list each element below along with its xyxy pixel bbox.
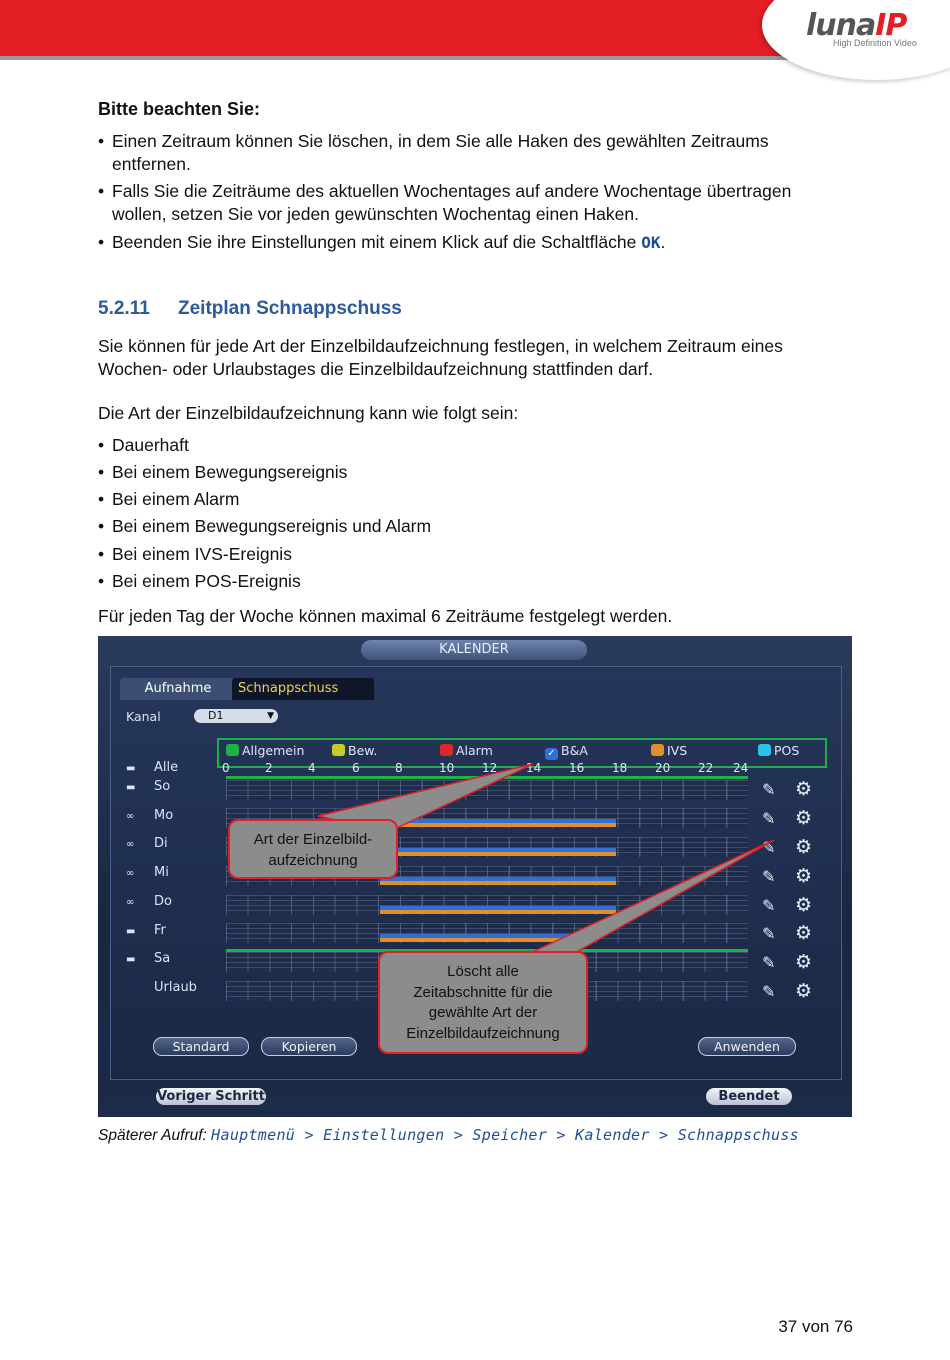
legend-label: POS [774,743,800,758]
day-label: Di [154,836,168,851]
day-label: Mi [154,865,169,880]
pointer-2 [528,840,774,954]
bullet-text-part: Beenden Sie ihre Einstellungen mit einem Klick auf die Schaltfläche [112,232,637,252]
max-note: Für jeden Tag der Woche können maximal 6 Zeiträume festgelegt werden. [98,606,673,626]
day-label: Fr [154,923,166,938]
previous-step-button[interactable]: Voriger Schritt [157,1089,265,1104]
gear-icon[interactable]: ⚙ [795,922,813,944]
gear-icon[interactable]: ⚙ [795,980,813,1002]
legend-label: Allgemein [242,743,305,758]
type-text: Bei einem POS-Ereignis [112,571,301,591]
section-title: Zeitplan Schnappschuss [178,298,402,319]
gear-icon[interactable]: ⚙ [795,807,813,829]
finish-button[interactable]: Beendet [706,1088,792,1105]
hour-label: 2 [265,761,273,775]
eraser-icon[interactable]: ✎ [762,867,776,886]
type-text: Bei einem Bewegungsereignis [112,462,348,482]
eraser-icon[interactable]: ✎ [762,924,776,943]
menu-path-value: Hauptmenü > Einstellungen > Speicher > Kalender > Schnappschuss [211,1126,799,1144]
bullet-dot: • [98,544,105,564]
gear-icon[interactable]: ⚙ [795,836,813,858]
callout-delete [378,951,588,1054]
bullet-end: . [660,232,666,252]
type-text: Bei einem Bewegungsereignis und Alarm [112,516,432,536]
callout-line: Zeitabschnitte für die [413,983,553,1001]
day-label: Urlaub [154,980,197,995]
copy-button[interactable]: Kopieren [261,1037,357,1056]
section-heading [98,298,402,320]
link-icon[interactable]: ∞ [126,811,135,822]
eraser-icon[interactable]: ✎ [762,896,776,915]
note-title: Bitte beachten Sie: [98,99,261,119]
bullet-dot: • [98,181,105,201]
bullet-dot: • [98,516,105,536]
checkbox-icon[interactable]: ▬ [126,926,136,937]
bullet-dot: • [98,489,105,509]
day-label: Do [154,894,172,909]
bullet-text: Einen Zeitraum können Sie löschen, in dem Sie alle Haken des gewählten Zeitraums entfernen. [112,131,769,174]
callout-line: Löscht alle [447,963,519,980]
checkbox-icon[interactable]: ▬ [126,763,136,774]
eraser-icon[interactable]: ✎ [762,982,776,1001]
day-label: Alle [154,760,179,775]
checkbox-icon[interactable]: ▬ [126,954,136,965]
hour-label: 18 [612,761,628,775]
legend-label: Alarm [456,743,493,758]
day-label: Sa [154,951,171,966]
type-text: Bei einem IVS-Ereignis [112,544,292,564]
hour-label: 22 [698,761,714,775]
hour-label: 16 [569,761,585,775]
type-text: Dauerhaft [112,435,189,455]
bullet-dot: • [98,462,105,482]
hour-label: 12 [482,761,498,775]
brand-part2: IP [875,8,907,43]
callout-line: Art der Einzelbild- [253,831,373,848]
legend-label: Bew. [348,743,378,758]
tab-aufnahme[interactable]: Aufnahme [120,678,236,700]
hour-label: 0 [222,761,230,775]
hour-label: 6 [352,761,360,775]
gear-icon[interactable]: ⚙ [795,894,813,916]
hour-label: 14 [526,761,542,775]
bullet-text: Falls Sie die Zeiträume des aktuellen Wochentages auf andere Wochentage übertragen wollen, setzen Sie vor jeden gewünschten Wochentag einen Haken. [112,181,792,224]
callout-line: Einzelbildaufzeichnung [406,1024,560,1042]
types-intro: Die Art der Einzelbildaufzeichnung kann wie folgt sein: [98,403,519,423]
link-icon[interactable]: ∞ [126,897,135,908]
calendar-screenshot [98,636,852,1117]
checkbox-icon[interactable]: ▬ [126,782,136,793]
hour-label: 8 [395,761,403,775]
brand-subtitle: High Definition Video [833,38,917,48]
callout-line: aufzeichnung [268,851,358,869]
eraser-icon[interactable]: ✎ [762,953,776,972]
legend-label: IVS [667,743,688,758]
day-label: So [154,779,171,794]
gear-icon[interactable]: ⚙ [795,778,813,800]
gear-icon[interactable]: ⚙ [795,951,813,973]
chevron-down-icon: ▼ [267,711,274,721]
hour-label: 24 [733,761,749,775]
day-label: Mo [154,808,174,823]
page-number: 37 von 76 [778,1317,853,1336]
eraser-icon[interactable]: ✎ [762,809,776,828]
callout-type [228,819,398,879]
brand-part1: luna [806,8,876,43]
tab-schnappschuss[interactable]: Schnappschuss [232,678,374,700]
calendar-title: KALENDER [361,640,587,660]
menu-path-label: Späterer Aufruf: [98,1127,207,1144]
hour-label: 4 [308,761,316,775]
gear-icon[interactable]: ⚙ [795,865,813,887]
bullet-dot: • [98,571,105,591]
bullet-text [112,231,832,254]
menu-path [98,1126,799,1145]
type-text: Bei einem Alarm [112,489,240,509]
link-icon[interactable]: ∞ [126,839,135,850]
hour-label: 10 [439,761,455,775]
apply-button[interactable]: Anwenden [698,1037,796,1056]
standard-button[interactable]: Standard [153,1037,249,1056]
check-icon: ✓ [545,748,558,760]
eraser-icon[interactable]: ✎ [762,780,776,799]
bullet-dot: • [98,232,105,252]
section-number: 5.2.11 [98,298,150,319]
hour-label: 20 [655,761,671,775]
kanal-value: D1 [208,709,224,722]
eraser-icon[interactable]: ✎ [762,838,776,857]
link-icon[interactable]: ∞ [126,868,135,879]
ok-keyword: OK [641,233,661,252]
bullet-dot: • [98,435,105,455]
legend-label: B&A [561,743,588,758]
section-intro: Sie können für jede Art der Einzelbildaufzeichnung festlegen, in welchem Zeitraum eines Wochen- oder Urlaubstages die Einzelbildaufzeichnung stattfinden darf. [98,336,783,379]
bullet-dot: • [98,131,105,151]
callout-line: gewählte Art der [428,1004,538,1021]
kanal-label: Kanal [126,709,161,724]
